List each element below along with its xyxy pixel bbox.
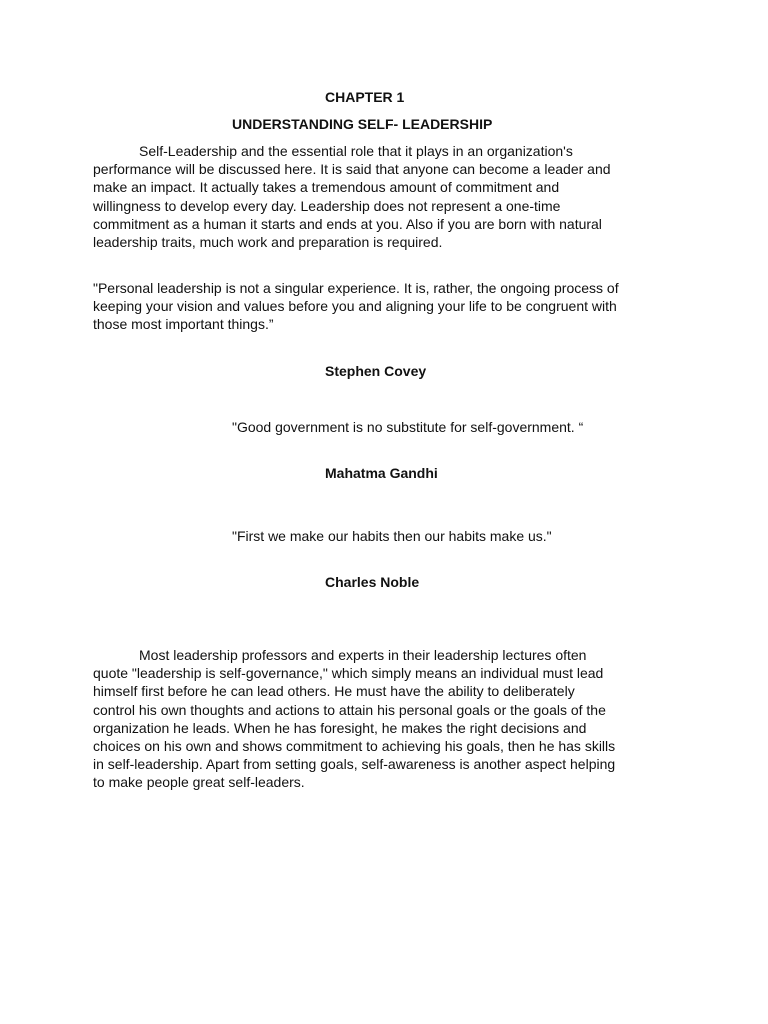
text-line: make an impact. It actually takes a tremendous amount of commitment and xyxy=(93,179,560,196)
text-line: control his own thoughts and actions to attain his personal goals or the goals of the xyxy=(93,701,606,718)
quote-line: "Personal leadership is not a singular experience. It is, rather, the ongoing process of xyxy=(93,280,619,296)
quote-author-gandhi: Mahatma Gandhi xyxy=(325,465,438,481)
text-line: Most leadership professors and experts in their leadership lectures often xyxy=(139,647,587,663)
text-line: willingness to develop every day. Leadership does not represent a one-time xyxy=(93,197,561,214)
text-line: commitment as a human it starts and ends at you. Also if you are born with natural xyxy=(93,215,602,232)
text-line: Self-Leadership and the essential role that it plays in an organization's xyxy=(139,143,573,159)
intro-paragraph xyxy=(93,142,685,251)
text-line: organization he leads. When he has foresight, he makes the right decisions and xyxy=(93,719,587,736)
text-line: leadership traits, much work and preparation is required. xyxy=(93,234,443,251)
text-line: to make people great self-leaders. xyxy=(93,774,305,791)
quote-noble: "First we make our habits then our habits make us." xyxy=(232,528,552,544)
quote-line: those most important things.” xyxy=(93,316,274,333)
closing-paragraph xyxy=(93,646,685,792)
quote-author-covey: Stephen Covey xyxy=(325,363,427,379)
text-line: himself first before he can lead others. He must have the ability to deliberately xyxy=(93,683,575,700)
quote-author-noble: Charles Noble xyxy=(325,574,420,590)
text-line: performance will be discussed here. It is said that anyone can become a leader and xyxy=(93,161,611,178)
quote-covey xyxy=(93,279,685,334)
text-line: choices on his own and shows commitment to achieving his goals, then he has skills xyxy=(93,738,616,755)
quote-line: keeping your vision and values before you and aligning your life to be congruent with xyxy=(93,298,617,315)
quote-gandhi: "Good government is no substitute for self-government. “ xyxy=(232,419,584,435)
chapter-title: UNDERSTANDING SELF- LEADERSHIP xyxy=(232,116,493,132)
text-line: in self-leadership. Apart from setting goals, self-awareness is another aspect helping xyxy=(93,756,616,773)
text-line: quote "leadership is self-governance," which simply means an individual must lead xyxy=(93,665,604,682)
chapter-number: CHAPTER 1 xyxy=(325,89,405,105)
